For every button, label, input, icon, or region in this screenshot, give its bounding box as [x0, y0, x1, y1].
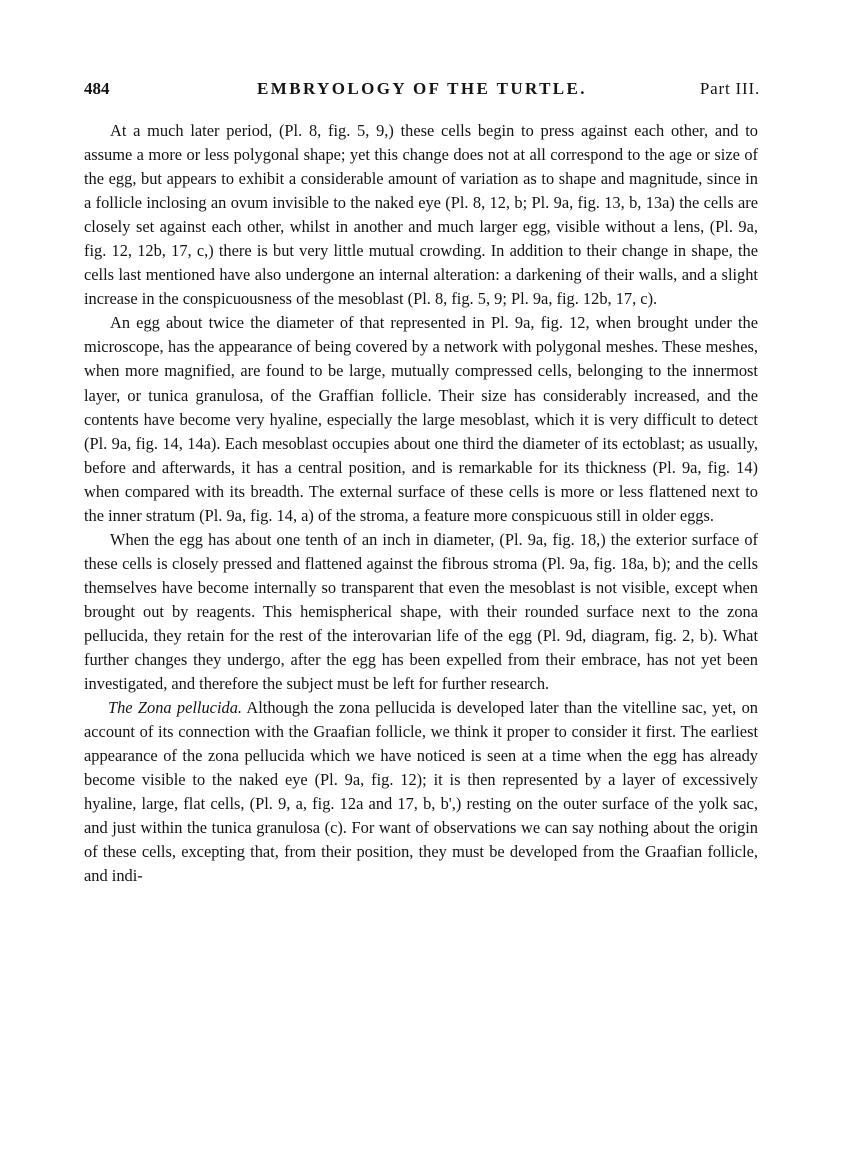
section-heading: The Zona pellucida. [108, 698, 242, 718]
paragraph-1: At a much later period, (Pl. 8, fig. 5, 9,) these cells begin to press against each other, and to assume a more or less polygonal shape; yet this change does not at all correspond to the age or size of the egg, but appears to exhibit a considerable amount of variation as to shape and magnitude, since in a follicle inclosing an ovum invisible to the naked eye (Pl. 8, 12, b; Pl. 9a, fig. 13, b, 13a) the cells are closely set against each other, whilst in another and much larger egg, visible without a lens, (Pl. 9a, fig. 12, 12b, 17, c,) there is but very little mutual crowding. In addition to their change in shape, the cells last mentioned have also undergone an internal alteration: a darkening of their walls, and a slight increase in the conspicuousness of the mesoblast (Pl. 8, fig. 5, 9; Pl. 9a, fig. 12b, 17, c). [84, 121, 758, 309]
paragraph-4-text: Although the zona pellucida is developed later than the vitelline sac, yet, on account of its connection with the Graafian follicle, we think it proper to consider it first. The earliest appearance of the zona pellucida which we have noticed is seen at a time when the egg has already become visible to the naked eye (Pl. 9a, fig. 12); it is then represented by a layer of excessively hyaline, large, flat cells, (Pl. 9, a, fig. 12a and 17, b, b',) resting on the outer surface of the yolk sac, and just within the tunica granulosa (c). For want of observations we can say nothing about the origin of these cells, excepting that, from their position, they must be developed from the Graafian follicle, and indi- [84, 698, 758, 886]
page-number: 484 [84, 79, 110, 98]
running-title: EMBRYOLOGY OF THE TURTLE. [257, 79, 587, 98]
body-text [84, 119, 758, 889]
paragraph-3: When the egg has about one tenth of an inch in diameter, (Pl. 9a, fig. 18,) the exterior surface of these cells is closely pressed and flattened against the fibrous stroma (Pl. 9a, fig. 18a, b); and the cells themselves have become internally so transparent that even the mesoblast is not visible, except when brought out by reagents. This hemispherical shape, with their rounded surface next to the zona pellucida, they retain for the rest of the interovarian life of the egg (Pl. 9d, diagram, fig. 2, b). What further changes they undergo, after the egg has been expelled from their embrace, has not yet been investigated, and therefore the subject must be left for further research. [84, 529, 758, 694]
paragraph-2: An egg about twice the diameter of that represented in Pl. 9a, fig. 12, when brought under the microscope, has the appearance of being covered by a network with polygonal meshes. These meshes, when more magnified, are found to be large, mutually compressed cells, belonging to the innermost layer, or tunica granulosa, of the Graffian follicle. Their size has considerably increased, and the contents have become very hyaline, especially the large mesoblast, which it is very difficult to detect (Pl. 9a, fig. 14, 14a). Each mesoblast occupies about one third the diameter of its ectoblast; as usually, before and afterwards, it has a central position, and is remarkable for its thickness (Pl. 9a, fig. 14) when compared with its breadth. The external surface of these cells is more or less flattened next to the inner stratum (Pl. 9a, fig. 14, a) of the stroma, a feature more conspicuous still in older eggs. [84, 313, 758, 525]
part-label: Part III. [699, 79, 760, 98]
running-header [84, 76, 760, 102]
paragraph-4 [84, 696, 758, 888]
